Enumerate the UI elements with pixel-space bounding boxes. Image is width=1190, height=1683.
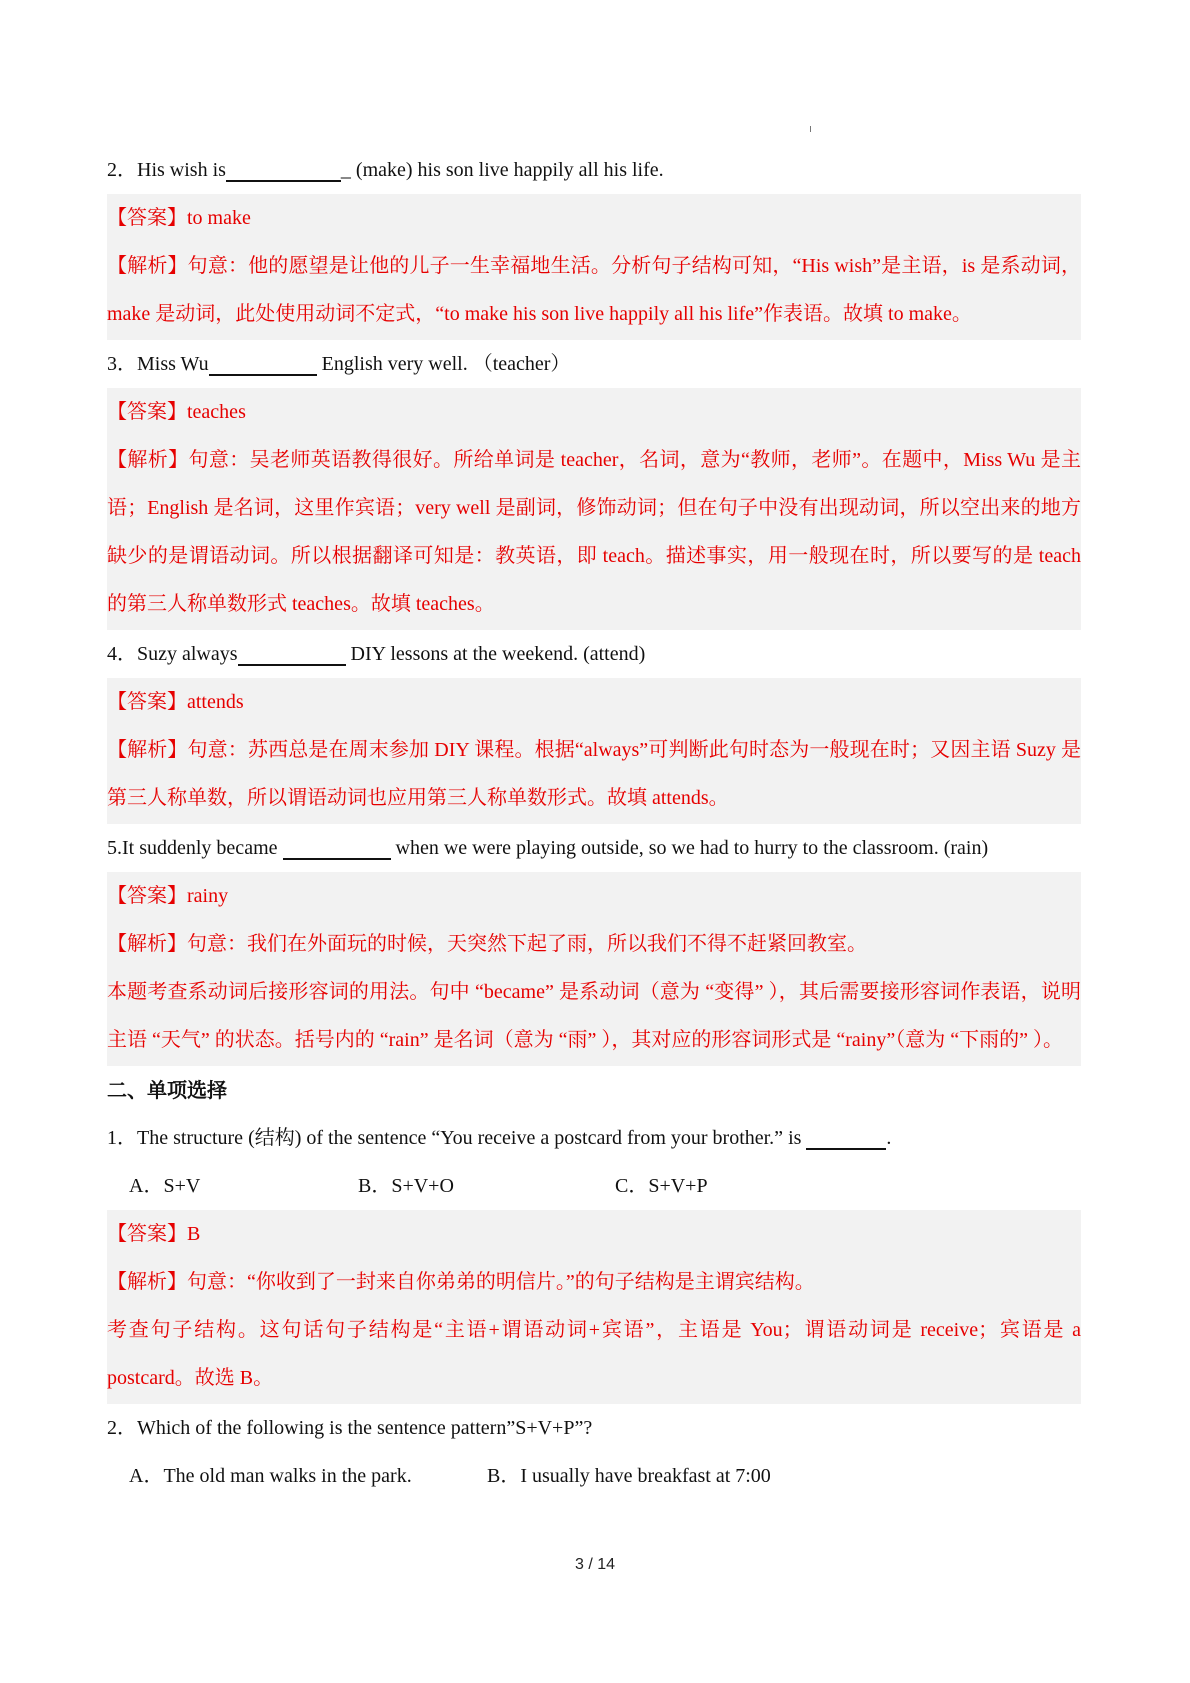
question-2: 2．His wish is _ (make) his son live happily all his life. — [107, 146, 1081, 194]
section-heading: 二、单项选择 — [107, 1078, 227, 1102]
explanation-5b: 本题考查系动词后接形容词的用法。句中 “became” 是系动词（意为 “变得” ），其后需要接形容词作表语，说明主语 “天气” 的状态。括号内的 “rain” 是名词（意为 “雨” ），其对应的形容词形式是 “rainy”（意为 “下雨的” ）。 — [107, 981, 1081, 1051]
option-c: C．S+V+P — [615, 1175, 708, 1197]
question-3: 3．Miss Wu English very well. （teacher） — [107, 340, 1081, 388]
explanation-5a: 【解析】句意：我们在外面玩的时候，天突然下起了雨，所以我们不得不赶紧回教室。 — [107, 933, 867, 955]
mc-question-1: 1．The structure (结构) of the sentence “You receive a postcard from your brother.” is . — [107, 1114, 1081, 1162]
mc-options-2 — [107, 1452, 1081, 1500]
mc-explanation-1a: 【解析】句意：“你收到了一封来自你弟弟的明信片。”的句子结构是主谓宾结构。 — [107, 1271, 815, 1293]
option-a: A．The old man walks in the park. — [129, 1465, 412, 1487]
option-b: B．S+V+O — [358, 1175, 454, 1197]
answer-box-3 — [107, 388, 1081, 630]
answer-blank — [806, 1124, 886, 1150]
mc-question-2: 2．Which of the following is the sentence pattern”S+V+P”? — [107, 1417, 593, 1439]
question-5: 5.It suddenly became when we were playing outside, so we had to hurry to the classroom. (rain) — [107, 824, 1081, 872]
answer-blank — [283, 834, 391, 860]
answer-3: 【答案】teaches — [107, 401, 246, 423]
page-number: 3 / 14 — [574, 1556, 616, 1573]
answer-box-2 — [107, 194, 1081, 340]
explanation-3: 【解析】句意：吴老师英语教得很好。所给单词是 teacher，名词，意为“教师，老师”。在题中，Miss Wu 是主语；English 是名词，这里作宾语；very well 是副词，修饰动词；但在句子中没有出现动词，所以空出来的地方缺少的是谓语动词。所以根据翻译可知是：教英语，即 teach。描述事实，用一般现在时，所以要写的是 teach 的第三人称单数形式 teaches。故填 teaches。 — [107, 449, 1081, 615]
answer-5: 【答案】rainy — [107, 885, 229, 907]
answer-blank — [209, 350, 317, 376]
answer-4: 【答案】attends — [107, 691, 244, 713]
content — [107, 146, 1081, 1500]
answer-2: 【答案】to make — [107, 207, 251, 229]
option-a: A．S+V — [129, 1175, 201, 1197]
mc-answer-1: 【答案】B — [107, 1223, 201, 1245]
mc-answer-box-1 — [107, 1210, 1081, 1404]
explanation-2: 【解析】句意：他的愿望是让他的儿子一生幸福地生活。分析句子结构可知，“His wish”是主语，is 是系动词，make 是动词，此处使用动词不定式，“to make his son live happily all his life”作表语。故填 to make。 — [107, 255, 1081, 325]
answer-box-5 — [107, 872, 1081, 1066]
option-b: B．I usually have breakfast at 7:00 — [487, 1465, 771, 1487]
answer-box-4 — [107, 678, 1081, 824]
explanation-4: 【解析】句意：苏西总是在周末参加 DIY 课程。根据“always”可判断此句时态为一般现在时；又因主语 Suzy 是第三人称单数，所以谓语动词也应用第三人称单数形式。故填 attends。 — [107, 739, 1081, 809]
answer-blank — [226, 156, 341, 182]
page-mark — [810, 126, 811, 132]
mc-explanation-1b: 考查句子结构。这句话句子结构是“主语+谓语动词+宾语”，主语是 You；谓语动词是 receive；宾语是 a postcard。故选 B。 — [107, 1319, 1081, 1389]
question-4: 4．Suzy always DIY lessons at the weekend. (attend) — [107, 630, 1081, 678]
mc-options-1 — [107, 1162, 1081, 1210]
answer-blank — [238, 640, 346, 666]
